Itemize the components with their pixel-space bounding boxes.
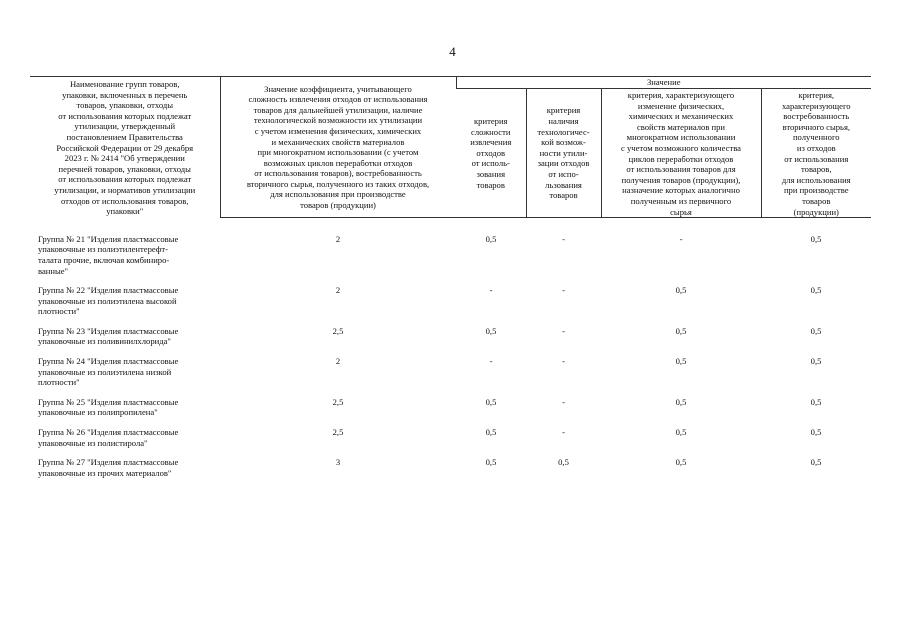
table-row <box>30 285 871 326</box>
coefficient-cell: 2 <box>335 234 341 245</box>
criterion-properties-cell: 0,5 <box>675 457 687 468</box>
criterion-demand-cell: 0,5 <box>810 285 822 296</box>
group-name-cell: Группа № 26 "Изделия пластмассовые упаковочные из полистирола" <box>38 427 179 448</box>
criterion-technology-cell: - <box>562 396 565 407</box>
group-name-cell: Группа № 25 "Изделия пластмассовые упаковочные из полипропилена" <box>38 396 179 418</box>
criterion-complexity-cell: 0,5 <box>485 325 497 336</box>
group-name-cell: Группа № 24 "Изделия пластмассовые упаковочные из полиэтилена низкой плотности" <box>38 356 179 388</box>
criterion-complexity-cell: 0,5 <box>485 427 497 438</box>
criterion-technology-cell: - <box>562 234 565 245</box>
group-name-cell: Группа № 21 "Изделия пластмассовые упаковочные из полиэтилентерефт- талата прочие, включая комбиниро- ванные" <box>38 233 179 276</box>
criterion-demand-cell: 0,5 <box>810 396 822 407</box>
criterion-properties-cell: - <box>679 234 683 245</box>
criterion-properties-cell: 0,5 <box>675 325 687 336</box>
header-coefficient: Значение коэффициента, учитывающего сложность извлечения отходов от использования товаров для дальнейшей утилизации, наличие технологической возможности их утилизации с учетом изменения физических, химических и механических свойств материалов при многократном использовании (с учетом возможных циклов переработки отходов от использования товаров), востребованность вторичного сырья, полученного из таких отходов, для использования при производстве товаров (продукции) <box>220 77 456 218</box>
coefficient-cell: 2 <box>335 356 341 367</box>
header-criterion-demand: критерия, характеризующего востребованность вторичного сырья, полученного из отходов от использования товаров, для использования при производстве товаров (продукции) <box>761 89 871 218</box>
criterion-technology-cell: - <box>562 427 565 438</box>
table-row <box>30 326 871 356</box>
coefficients-table <box>30 76 871 487</box>
criterion-properties-cell: 0,5 <box>675 427 687 438</box>
coefficient-cell: 2,5 <box>332 427 344 438</box>
criterion-demand-cell: 0,5 <box>810 234 822 245</box>
table-row <box>30 397 871 427</box>
criterion-demand-cell: 0,5 <box>810 427 822 438</box>
coefficient-cell: 3 <box>335 457 341 468</box>
criterion-properties-cell: 0,5 <box>675 356 687 367</box>
header-criterion-technology: критерия наличия технологичес- кой возмож- ности утили- зации отходов от испо- льзования товаров <box>526 89 601 218</box>
criterion-properties-cell: 0,5 <box>675 396 687 407</box>
criterion-complexity-cell: - <box>489 356 493 367</box>
group-name-cell: Группа № 23 "Изделия пластмассовые упаковочные из поливинилхлорида" <box>38 325 179 347</box>
criterion-complexity-cell: 0,5 <box>485 457 497 468</box>
criterion-properties-cell: 0,5 <box>675 285 687 296</box>
criterion-technology-cell: - <box>562 285 565 296</box>
criterion-complexity-cell: - <box>489 285 493 296</box>
header-group-name: Наименование групп товаров, упаковки, включенных в перечень товаров, упаковки, отходы от использования которых подлежат утилизации, утвержденный постановлением Правительства Российской Федерации от 29 декабря 2023 г. № 2414 "Об утверждении перечней товаров, упаковки, отходы от использования которых подлежат утилизации, и нормативов утилизации отходов от использования товаров, упаковки" <box>30 77 220 218</box>
group-name-cell: Группа № 22 "Изделия пластмассовые упаковочные из полиэтилена высокой плотности" <box>38 285 179 317</box>
criterion-technology-cell: - <box>562 356 565 367</box>
coefficient-cell: 2,5 <box>332 325 344 336</box>
criterion-demand-cell: 0,5 <box>810 457 822 468</box>
table-row <box>30 427 871 457</box>
table-row <box>30 457 871 487</box>
criterion-technology-cell: 0,5 <box>558 457 569 468</box>
coefficient-cell: 2 <box>335 285 341 296</box>
table-row <box>30 356 871 397</box>
criterion-complexity-cell: 0,5 <box>485 396 497 407</box>
criterion-complexity-cell: 0,5 <box>485 234 497 245</box>
group-name-cell: Группа № 27 "Изделия пластмассовые упаковочные из прочих материалов" <box>38 457 179 478</box>
criterion-demand-cell: 0,5 <box>810 325 822 336</box>
criterion-technology-cell: - <box>562 325 565 336</box>
criterion-demand-cell: 0,5 <box>810 356 822 367</box>
header-value: Значение <box>456 77 871 89</box>
header-row-top <box>30 77 871 89</box>
header-criterion-complexity: критерия сложности извлечения отходов от исполь- зования товаров <box>456 89 526 218</box>
page-number: 4 <box>449 44 456 59</box>
header-criterion-properties: критерия, характеризующего изменение физических, химических и механических свойств материалов при многократном использовании с учетом возможного количества циклов переработки отходов от использования товаров для получения товаров (продукции), назначение которых аналогично полученным из первичного сырья <box>601 89 761 218</box>
table-row <box>30 218 871 285</box>
coefficient-cell: 2,5 <box>332 396 344 407</box>
